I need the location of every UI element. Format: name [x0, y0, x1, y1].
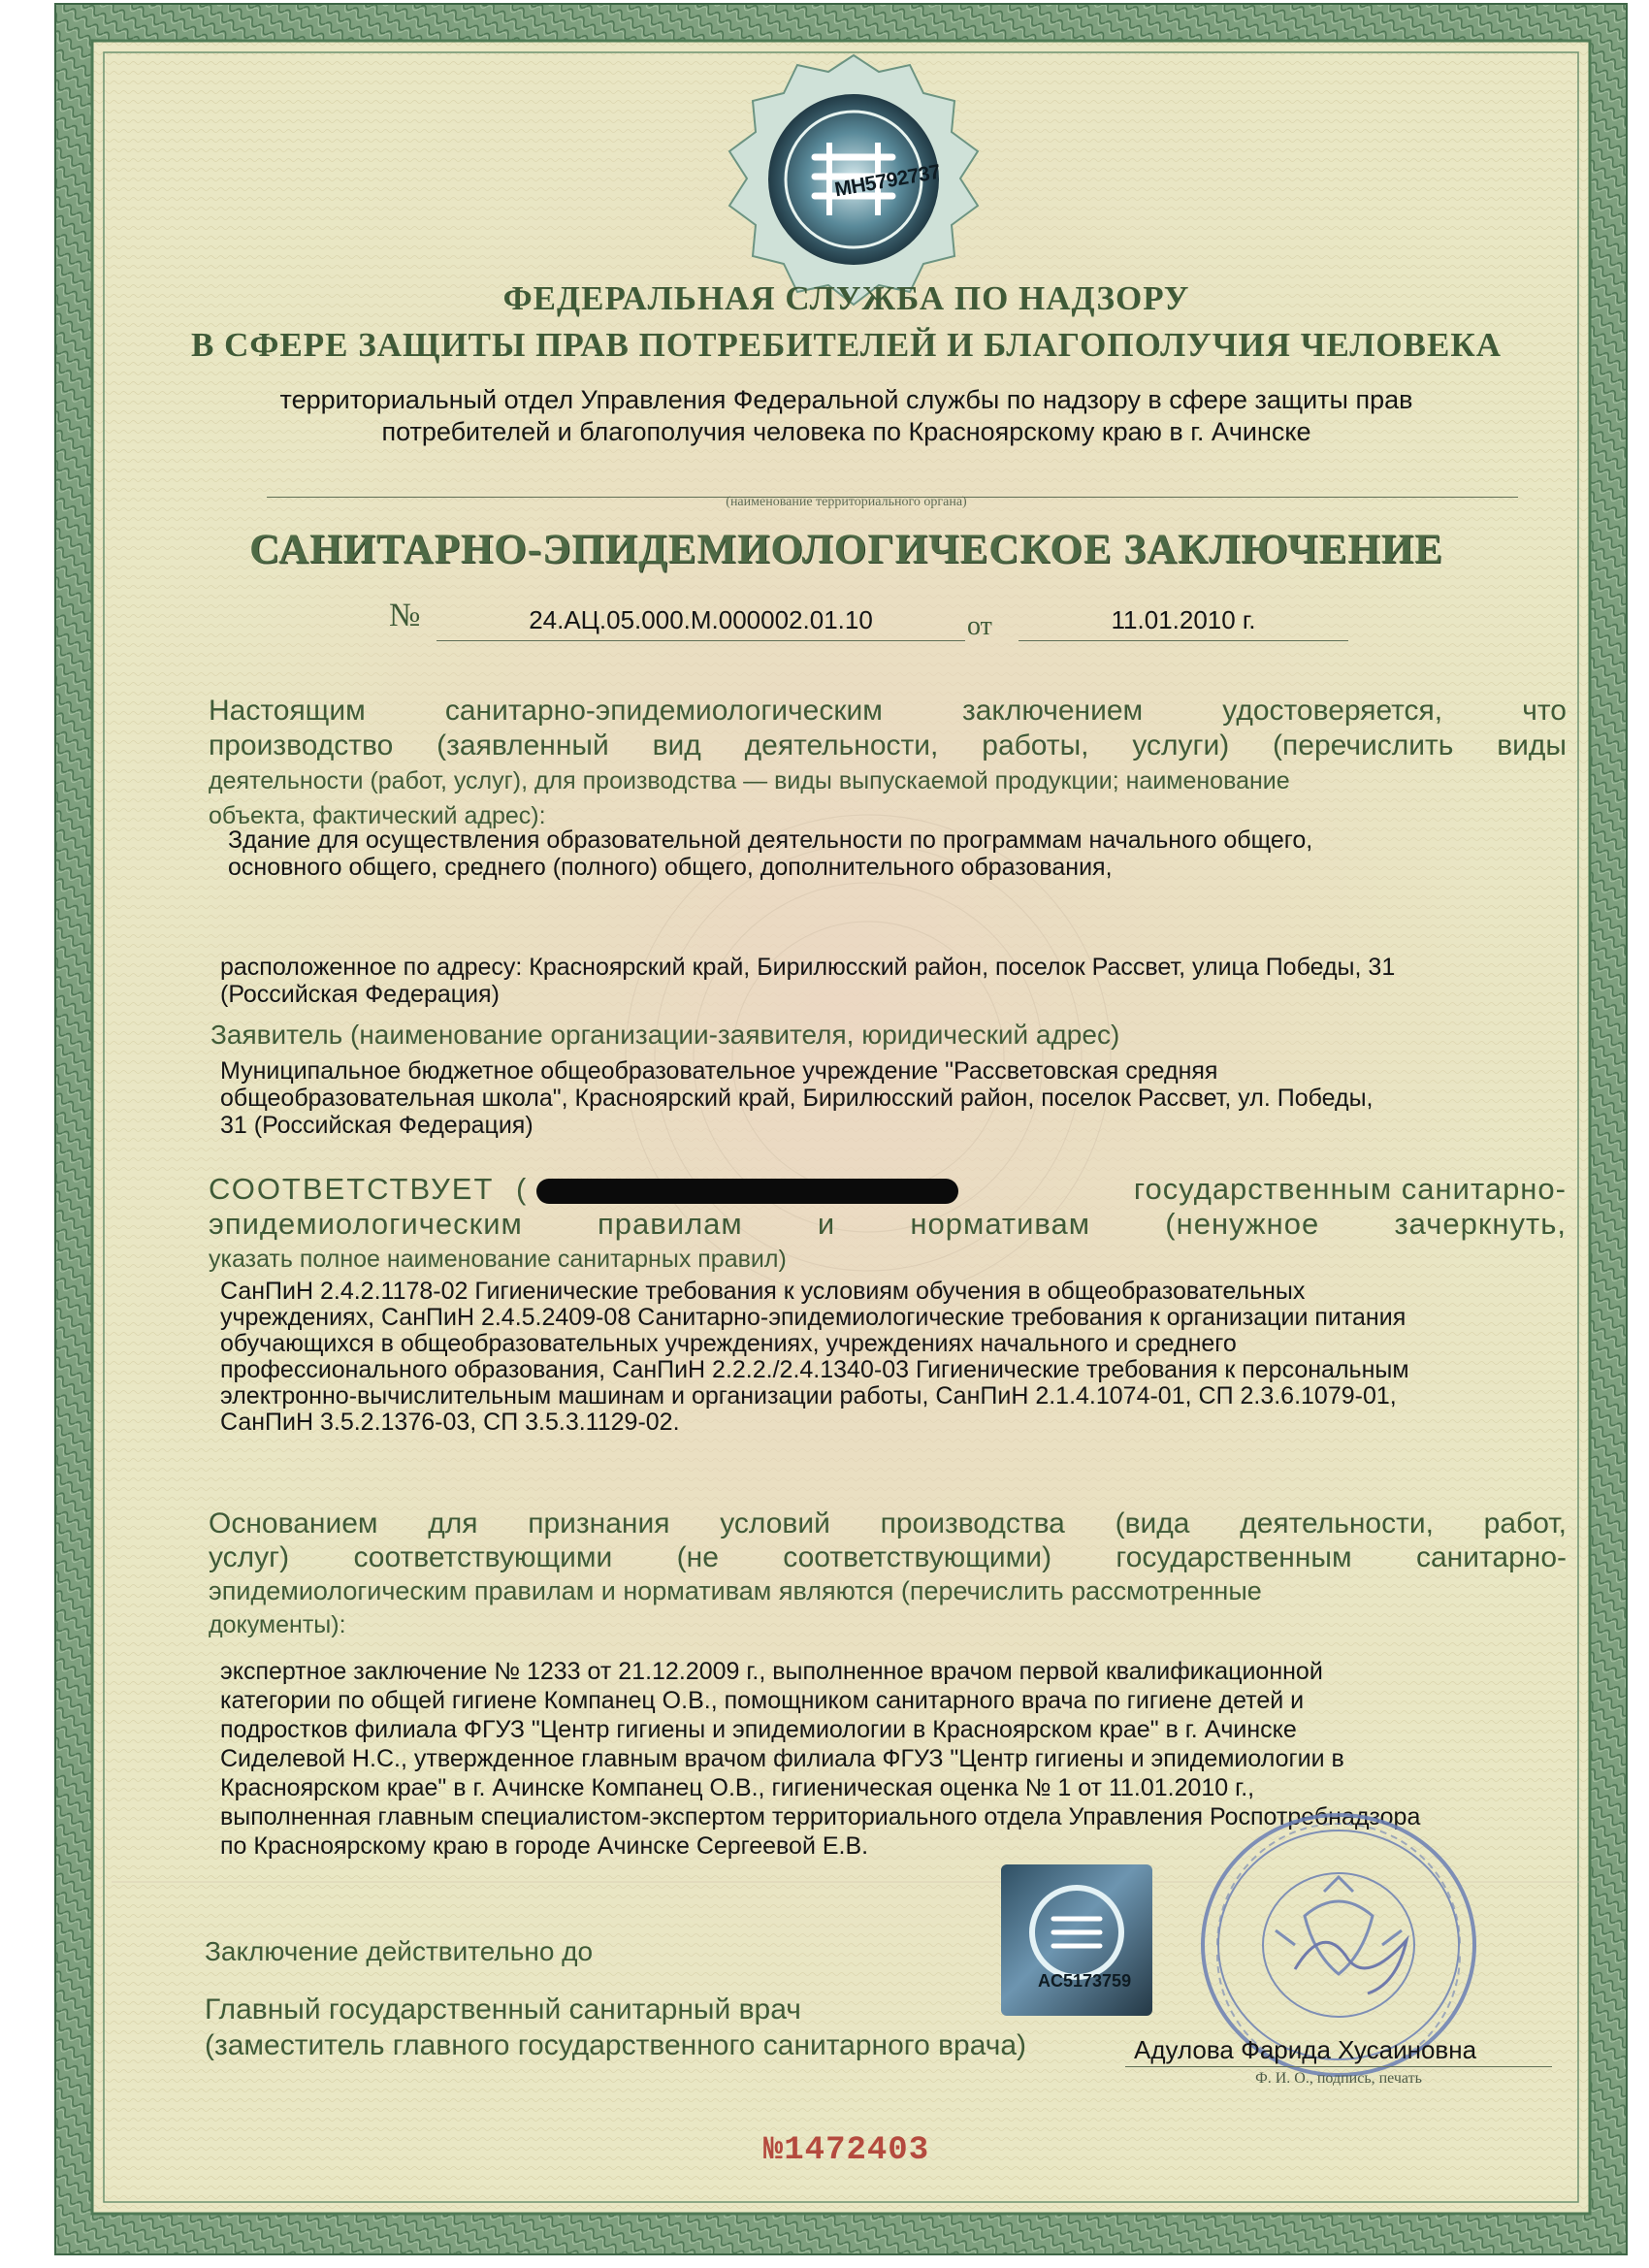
rospotrebnadzor-emblem-icon — [999, 1863, 1154, 2018]
agency-line-1: ФЕДЕРАЛЬНАЯ СЛУЖБА ПО НАДЗОРУ — [502, 279, 1190, 317]
address-line: расположенное по адресу: Красноярский край, Бирилюсский район, поселок Рассвет, улица Победы, 31 — [220, 954, 1396, 981]
certify-line: производство (заявленный вид деятельности, работы, услуги) (перечислить виды — [209, 729, 1567, 761]
date-underline — [1018, 640, 1348, 641]
object-address — [220, 954, 1588, 1008]
sanitary-rules — [220, 1279, 1598, 1436]
certify-line: Настоящим санитарно-эпидемиологическим заключением удостоверяется, что — [209, 695, 1567, 727]
signer-role-line-2: (заместитель главного государственного санитарного врача) — [205, 2029, 1027, 2061]
address-line: (Российская Федерация) — [220, 981, 500, 1008]
territorial-caption: (наименование территориального органа) — [726, 495, 967, 509]
basis-doc-line: экспертное заключение № 1233 от 21.12.2009 г., выполненное врачом первой квалификационной — [220, 1658, 1323, 1685]
conformity-line-3: указать полное наименование санитарных правил) — [209, 1246, 787, 1273]
basis-doc-line: Красноярском крае" в г. Ачинске Компанец О.В., гигиеническая оценка № 1 от 11.01.2010 г., — [220, 1774, 1255, 1801]
basis-line: услуг) соответствующими (не соответствующими) государственным санитарно- — [209, 1541, 1567, 1573]
number-label: № — [389, 598, 421, 633]
rules-line: обучающихся в общеобразовательных учреждениях, учреждениях начального и среднего — [220, 1330, 1237, 1357]
from-label: от — [967, 611, 992, 641]
basis-line: Основанием для признания условий производства (вида деятельности, работ, — [209, 1507, 1567, 1539]
certificate-date: 11.01.2010 г. — [1111, 605, 1256, 634]
applicant-line: 31 (Российская Федерация) — [220, 1112, 534, 1139]
basis-doc-line: подростков филиала ФГУЗ "Центр гигиены и эпидемиологии в Красноярском крае" в г. Ачинске — [220, 1716, 1297, 1743]
signer-name: Адулова Фарида Хусаиновна — [1134, 2035, 1477, 2064]
agency-line-2: В СФЕРЕ ЗАЩИТЫ ПРАВ ПОТРЕБИТЕЛЕЙ И БЛАГОПОЛУЧИЯ ЧЕЛОВЕКА — [191, 326, 1502, 364]
applicant-line: общеобразовательная школа", Красноярский край, Бирилюсский район, поселок Рассвет, ул. Победы, — [220, 1085, 1374, 1112]
certify-paragraph — [209, 694, 1567, 833]
territorial-body-line-1: территориальный отдел Управления Федеральной службы по надзору в сфере защиты прав — [279, 385, 1413, 414]
hologram-top-serial: MH5792737 — [832, 160, 942, 202]
conformity-after-redaction: государственным санитарно- — [1133, 1172, 1567, 1206]
certify-line: деятельности (работ, услуг), для производства — виды выпускаемой продукции; наименование — [209, 767, 1290, 794]
certificate-sheet — [44, 0, 1649, 2268]
applicant-details — [220, 1057, 1588, 1139]
certify-line: объекта, фактический адрес): — [209, 802, 546, 829]
signer-underline — [1125, 2066, 1552, 2067]
number-underline — [436, 640, 965, 641]
rules-line: учреждениях, СанПиН 2.4.5.2409-08 Санитарно-эпидемиологические требования к организации питания — [220, 1304, 1406, 1331]
basis-paragraph — [209, 1507, 1567, 1642]
rules-line: электронно-вычислительным машинам и организации работы, СанПиН 2.1.4.1074-01, СП 2.3.6.1079-01, — [220, 1382, 1397, 1409]
hologram-bottom-serial: AC5173759 — [1038, 1971, 1132, 1991]
signer-role-line-1: Главный государственный санитарный врач — [205, 1993, 801, 2025]
object-line: основного общего, среднего (полного) общего, дополнительного образования, — [228, 854, 1113, 881]
basis-line: документы): — [209, 1611, 346, 1638]
basis-doc-line: категории по общей гигиене Компанец О.В., помощником санитарного врача по гигиене детей и — [220, 1687, 1305, 1714]
hologram-top — [718, 50, 989, 312]
form-number: №1472403 — [762, 2132, 930, 2169]
certificate-number: 24.АЦ.05.000.М.000002.01.10 — [529, 605, 873, 634]
validity-label: Заключение действительно до — [205, 1936, 594, 1966]
conformity-open-paren: ( — [516, 1172, 527, 1206]
basis-doc-line: Сиделевой Н.С., утвержденное главным врачом филиала ФГУЗ "Центр гигиены и эпидемиологии в — [220, 1745, 1344, 1772]
rules-line: СанПиН 3.5.2.1376-03, СП 3.5.3.1129-02. — [220, 1409, 680, 1436]
conformity-word: СООТВЕТСТВУЕТ — [209, 1172, 495, 1206]
applicant-line: Муниципальное бюджетное общеобразовательное учреждение "Рассветовская средняя — [220, 1057, 1218, 1085]
territorial-body-line-2: потребителей и благополучия человека по Красноярскому краю в г. Ачинске — [381, 417, 1311, 446]
object-description — [228, 826, 1596, 881]
applicant-label: Заявитель (наименование организации-заявителя, юридический адрес) — [210, 1020, 1120, 1050]
basis-doc-line: выполненная главным специалистом-экспертом территориального отдела Управления Роспотребнадзора — [220, 1803, 1421, 1831]
basis-doc-line: по Красноярскому краю в городе Ачинске Сергеевой Е.В. — [220, 1832, 869, 1860]
rules-line: профессионального образования, СанПиН 2.2.2./2.4.1340-03 Гигиенические требования к персональным — [220, 1356, 1409, 1383]
basis-line: эпидемиологическим правилам и нормативам являются (перечислить рассмотренные — [209, 1576, 1262, 1605]
redaction-bar — [536, 1179, 958, 1204]
signer-caption: Ф. И. О., подпись, печать — [1255, 2070, 1422, 2087]
conformity-line-2: эпидемиологическим правилам и нормативам (ненужное зачеркнуть, — [209, 1207, 1567, 1241]
hologram-bottom — [999, 1863, 1154, 2018]
document-title: САНИТАРНО-ЭПИДЕМИОЛОГИЧЕСКОЕ ЗАКЛЮЧЕНИЕ — [249, 527, 1443, 572]
object-line: Здание для осуществления образовательной деятельности по программам начального общего, — [228, 826, 1313, 854]
rules-line: СанПиН 2.4.2.1178-02 Гигиенические требования к условиям обучения в общеобразовательных — [220, 1278, 1306, 1305]
conformity-block — [209, 1172, 1567, 1277]
